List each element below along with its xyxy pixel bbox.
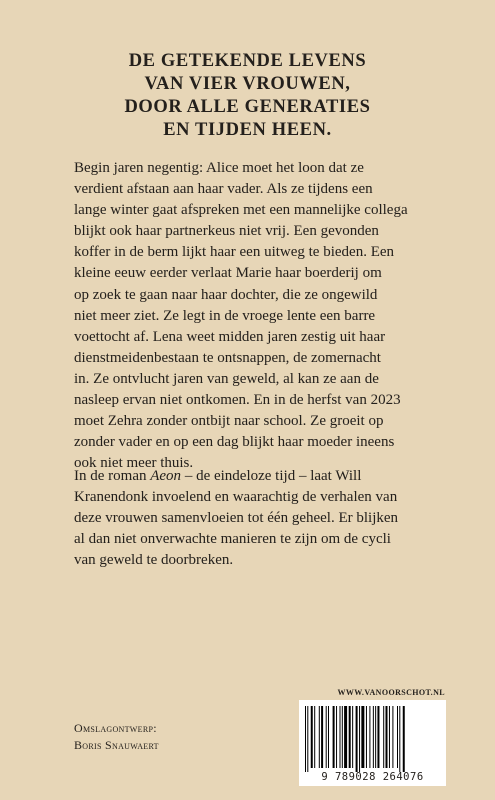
synopsis-line: in. Ze ontvlucht jaren van geweld, al kan ze aan de (74, 370, 379, 387)
synopsis-line: Begin jaren negentig: Alice moet het loon dat ze (74, 160, 364, 176)
barcode-bar (328, 706, 329, 768)
book-title: Aeon (150, 468, 182, 484)
barcode-bar (397, 706, 398, 768)
barcode-bar (321, 706, 323, 768)
tagline-line: DOOR ALLE GENERATIES (124, 97, 371, 117)
barcode-bar (377, 706, 379, 768)
synopsis-line: nasleep ervan niet ontkomen. En in de herfst van 2023 (74, 392, 401, 409)
barcode-bar (352, 706, 353, 768)
cover-credit-label: Omslagontwerp: (74, 721, 157, 735)
barcode-bar (340, 706, 341, 768)
barcode-bar (403, 706, 405, 772)
synopsis-line: kleine eeuw eerder verlaat Marie haar boerderij om (74, 265, 382, 282)
synopsis-line: dienstmeidenbestaan te ontsnappen, de zomernacht (74, 349, 381, 366)
barcode-bar (389, 706, 390, 768)
synopsis-line: lange winter gaat afspreken met een mannelijke collega (74, 202, 408, 219)
barcode-bar (305, 706, 306, 772)
barcode (299, 700, 446, 786)
tagline-line: VAN VIER VROUWEN, (144, 74, 351, 94)
synopsis-line: blijkt ook haar partnerkeus niet vrij. Een gevonden (74, 223, 379, 240)
synopsis-line: koffer in de berm lijkt haar een uitweg te bieden. Een (74, 244, 395, 261)
barcode-bar (386, 706, 388, 768)
barcode-bar (399, 706, 400, 772)
tagline-line: EN TIJDEN HEEN. (163, 120, 332, 140)
barcode-bar (383, 706, 384, 768)
barcode-bar (359, 706, 360, 772)
synopsis-line: verdient afstaan aan haar vader. Als ze tijdens een (74, 181, 373, 198)
cover-credit-name: Boris Snauwaert (74, 738, 159, 752)
synopsis-line: niet meer ziet. Ze legt in de vroege lente een barre (74, 307, 376, 324)
about-line: van geweld te doorbreken. (74, 552, 234, 569)
barcode-bar (314, 706, 315, 768)
barcode-bar (326, 706, 327, 768)
barcode-bar (392, 706, 393, 768)
barcode-bar (319, 706, 320, 768)
synopsis-line: moet Zehra zonder ontbijt naar school. Ze groeit op (74, 413, 384, 430)
barcode-bar (336, 706, 337, 768)
barcode-bar (333, 706, 335, 768)
barcode-bar (307, 706, 308, 772)
tagline-line: DE GETEKENDE LEVENS (128, 51, 367, 71)
about-line: Kranendonk invoelend en waarachtig de verhalen van (74, 489, 398, 506)
barcode-bar (311, 706, 313, 768)
barcode-bar (373, 706, 374, 768)
barcode-bar (344, 706, 347, 768)
synopsis-line: voettocht af. Lena weet midden jaren zestig uit haar (74, 328, 386, 345)
synopsis-line: ook niet meer thuis. (74, 455, 194, 472)
barcode-bar (375, 706, 376, 768)
synopsis-paragraph (74, 158, 434, 474)
about-paragraph (74, 466, 434, 571)
barcode-bars (299, 700, 446, 772)
barcode-bar (342, 706, 343, 768)
isbn-number: 9 789028 264076 (321, 771, 424, 783)
cover-credit (74, 720, 159, 754)
about-line (74, 466, 434, 487)
barcode-bar (366, 706, 367, 768)
synopsis-line: op zoek te gaan naar haar dochter, die ze ongewild (74, 286, 378, 303)
about-prefix: In de roman (74, 468, 151, 484)
about-suffix: – de eindeloze tijd – laat Will (181, 468, 362, 484)
about-line: al dan niet onverwachte manieren te zijn om de cycli (74, 531, 391, 548)
synopsis-line: zonder vader en op een dag blijkt haar moeder ineens (74, 434, 395, 451)
barcode-bar (349, 706, 351, 768)
tagline (0, 50, 495, 142)
about-line: deze vrouwen samenvloeien tot één geheel. Er blijken (74, 510, 399, 527)
barcode-bar (361, 706, 364, 768)
barcode-bar (369, 706, 370, 768)
barcode-bar (356, 706, 358, 772)
publisher-url: WWW.VANOORSCHOT.NL (337, 688, 445, 697)
